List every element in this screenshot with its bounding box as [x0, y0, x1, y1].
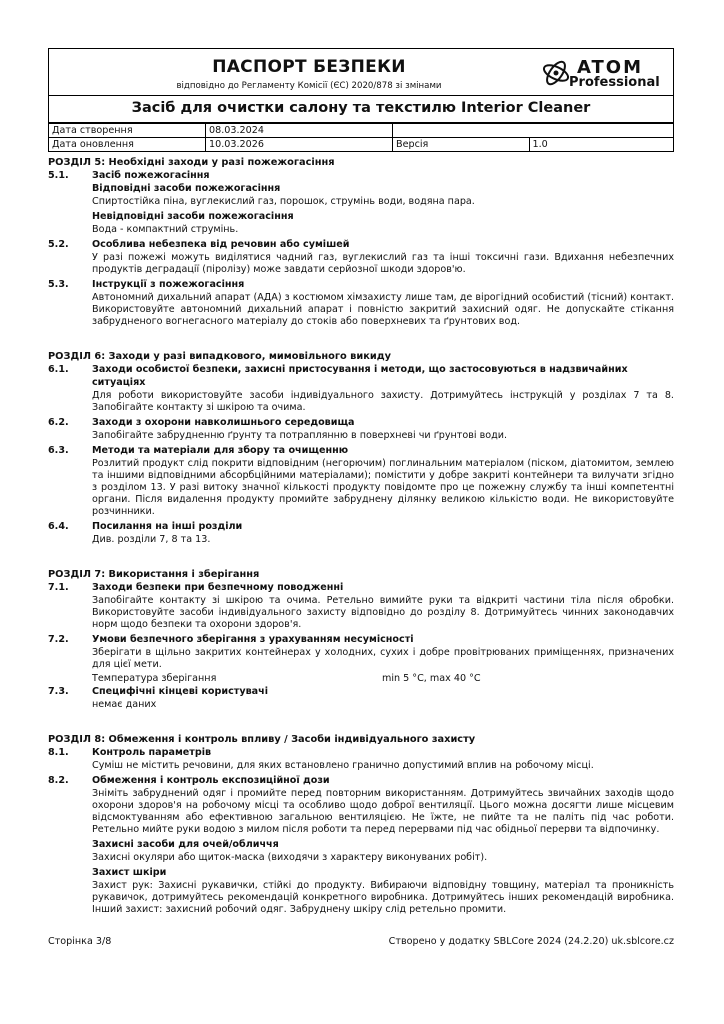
subheading: Захист шкіри [92, 867, 167, 878]
document-header [48, 48, 674, 96]
section-5-title: РОЗДІЛ 5: Необхідні заходи у разі пожежогасіння [48, 157, 335, 168]
section-6-title: РОЗДІЛ 6: Заходи у разі випадкового, мимовільного викиду [48, 351, 392, 362]
subsection-number: 7.1. [48, 582, 69, 593]
meta-spacer [393, 124, 530, 138]
subsection-heading: Обмеження і контроль експозиційної дози [92, 775, 330, 786]
subsection-heading: Заходи особистої безпеки, захисні пристосування і методи, що застосовуються в надзвичайних ситуаціях [92, 364, 628, 388]
updated-label: Дата оновлення [49, 138, 206, 152]
paragraph: Зберігати в щільно закритих контейнерах у холодних, сухих і добре провітрюваних приміщеннях, призначених для цієї мети. [92, 647, 674, 670]
subsection-heading: Контроль параметрів [92, 747, 212, 758]
logo-text-professional: Professional [569, 75, 660, 90]
paragraph: Розлитий продукт слід покрити відповідним (негорючим) поглинальним матеріалом (піском, діатомитом, землею та іншими відповідними абсорбційними матеріалами); помістити у добре закриті контейнери та вилучати згідно з розділом 13. У разі витоку значної кількості продукту повідомте про це пожежну службу та інші компетентні органи. Після видалення продукту промийте забруднену ділянку великою кількістю води. Не використовуйте розчинники. [92, 458, 674, 517]
product-name: Засіб для очистки салону та текстилю Interior Cleaner [48, 96, 674, 123]
section-7-title: РОЗДІЛ 7: Використання і зберігання [48, 569, 260, 580]
subsection-number: 7.3. [48, 686, 69, 697]
subsection-number: 5.2. [48, 239, 69, 250]
subsection-heading: Інструкції з пожежогасіння [92, 279, 245, 290]
subsection-number: 6.4. [48, 521, 69, 532]
subheading: Відповідні засоби пожежогасіння [92, 183, 281, 194]
updated-value: 10.03.2026 [206, 138, 393, 152]
table-row [49, 138, 674, 152]
document-meta-table [48, 123, 674, 152]
paragraph: Див. розділи 7, 8 та 13. [92, 534, 211, 545]
sections [48, 156, 674, 918]
subsection-heading: Особлива небезпека від речовин або сумішей [92, 239, 350, 250]
paragraph: Зніміть забруднений одяг і промийте перед повторним використанням. Дотримуйтесь звичайних заходів щодо охорони здоров'я на робочому місці та особливо щодо доброї вентиляції. Цього можна досягти лише місцевим відсмоктуванням або ефективною загальною вентиляцією. Не їжте, не пийте та не паліть під час роботи. Ретельно мийте руки водою з милом після роботи та перед перервами під час обідньої перерви та відпочинку. [92, 788, 674, 835]
storage-temperature-value: min 5 °C, max 40 °C [382, 673, 481, 684]
paragraph: Суміш не містить речовини, для яких встановлено гранично допустимий вплив на робочому місці. [92, 760, 594, 771]
subsection-number: 6.3. [48, 445, 69, 456]
paragraph: Запобігайте контакту зі шкірою та очима. Ретельно вимийте руки та відкриті частини тіла після обробки. Використовуйте засоби індивідуального захисту відповідно до розділу 8. Дотримуйтесь чинних законодавчих норм щодо безпеки та охорони здоров'я. [92, 595, 674, 630]
logo-text-atom: ATOM [577, 57, 644, 78]
paragraph: Захист рук: Захисні рукавички, стійкі до продукту. Вибираючи відповідну товщину, матеріал та проникність рукавичок, дотримуйтесь рекомендацій конкретного виробника. Дотримуйтесь інших рекомендацій виробника. Інший захист: захисний робочий одяг. Забруднену шкіру слід ретельно промити. [92, 880, 674, 915]
subsection-heading: Заходи безпеки при безпечному поводженні [92, 582, 344, 593]
brand-logo [541, 55, 669, 91]
version-label: Версія [393, 138, 530, 152]
paragraph: Для роботи використовуйте засоби індивідуального захисту. Дотримуйтесь інструкцій у розділах 7 та 8. Запобігайте контакту зі шкірою та очима. [92, 390, 674, 413]
document-title: ПАСПОРТ БЕЗПЕКИ [212, 57, 406, 77]
created-value: 08.03.2024 [206, 124, 393, 138]
subheading: Невідповідні засоби пожежогасіння [92, 211, 294, 222]
subsection-number: 5.3. [48, 279, 69, 290]
subsection-number: 5.1. [48, 170, 69, 181]
subsection-number: 8.2. [48, 775, 69, 786]
subsection-heading: Методи та матеріали для збору та очищенню [92, 445, 349, 456]
subsection-heading: Засіб пожежогасіння [92, 170, 210, 181]
storage-temperature-row [92, 673, 674, 685]
paragraph: Автономний дихальний апарат (АДА) з костюмом хімзахисту лише там, де вірогідний особистий (тісний) контакт. Використовуйте автономний дихальний апарат і повністю закритий захисний одяг. Не допускайте стікання забрудненого вогнегасного матеріалу до стоків або поверхневих та ґрунтових вод. [92, 292, 674, 327]
subsection-heading: Специфічні кінцеві користувачі [92, 686, 269, 697]
meta-spacer [529, 124, 674, 138]
subsection-heading: Посилання на інші розділи [92, 521, 243, 532]
generator-credit: Створено у додатку SBLCore 2024 (24.2.20) uk.sblcore.cz [388, 936, 674, 947]
paragraph: Спиртостійка піна, вуглекислий газ, порошок, струмінь води, водяна пара. [92, 196, 475, 207]
paragraph: Запобігайте забрудненню ґрунту та потраплянню в поверхневі чи ґрунтові води. [92, 430, 508, 441]
atom-logo-icon [541, 58, 571, 88]
page-footer [48, 936, 674, 947]
paragraph: Захисні окуляри або щиток-маска (виходячи з характеру виконуваних робіт). [92, 852, 488, 863]
subsection-heading: Заходи з охорони навколишнього середовища [92, 417, 355, 428]
page-number: Сторінка 3/8 [48, 936, 112, 947]
subsection-number: 6.2. [48, 417, 69, 428]
version-value: 1.0 [529, 138, 674, 152]
subheading: Захисні засоби для очей/обличчя [92, 839, 279, 850]
paragraph: немає даних [92, 699, 157, 710]
subsection-heading: Умови безпечного зберігання з урахуванням несумісності [92, 634, 414, 645]
subsection-number: 6.1. [48, 364, 69, 375]
section-8-title: РОЗДІЛ 8: Обмеження і контроль впливу / Засоби індивідуального захисту [48, 734, 476, 745]
subsection-number: 7.2. [48, 634, 69, 645]
paragraph: У разі пожежі можуть виділятися чадний газ, вуглекислий газ та інші токсичні гази. Вдихання небезпечних продуктів деградації (піролізу) може завдати серйозної шкоди здоров'ю. [92, 252, 674, 275]
subsection-number: 8.1. [48, 747, 69, 758]
created-label: Дата створення [49, 124, 206, 138]
paragraph: Вода - компактний струмінь. [92, 224, 239, 235]
regulation-subtitle: відповідно до Регламенту Комісії (ЄС) 2020/878 зі змінами [176, 81, 442, 91]
storage-temperature-label: Температура зберігання [92, 673, 217, 684]
table-row [49, 124, 674, 138]
